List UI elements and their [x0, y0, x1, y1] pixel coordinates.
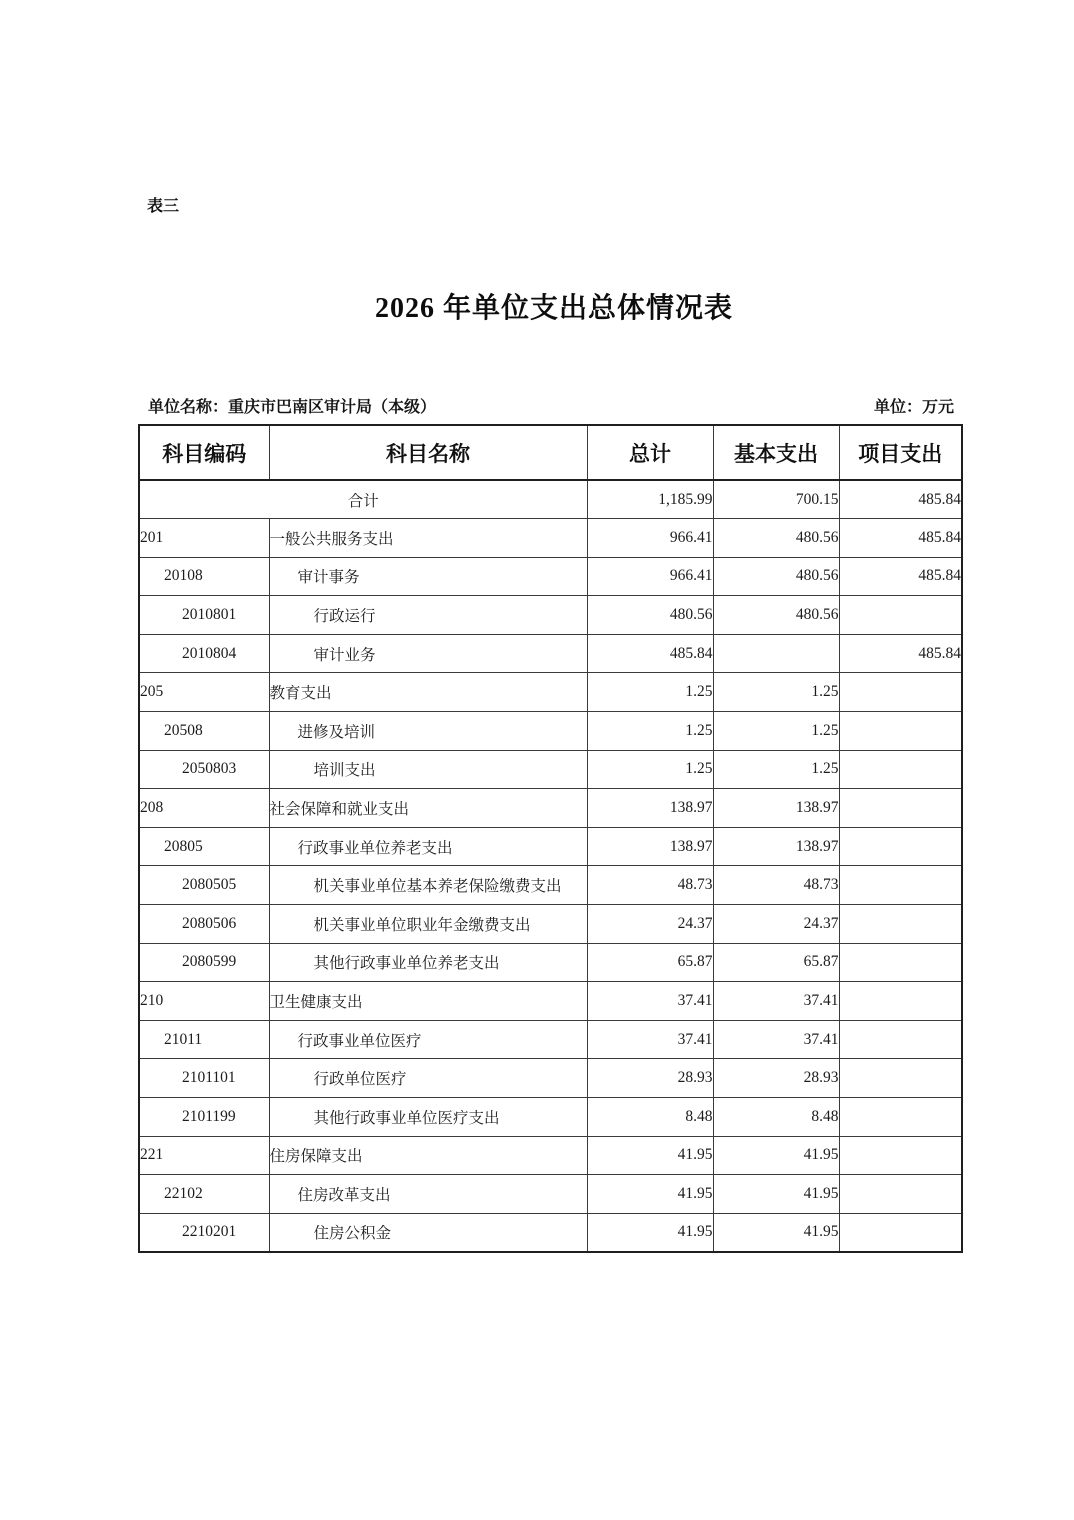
- cell-subject-name: 一般公共服务支出: [269, 519, 587, 558]
- currency-unit-label: 单位：万元: [873, 399, 954, 416]
- table-row: [139, 673, 962, 712]
- cell-total: 28.93: [587, 1059, 713, 1098]
- cell-total: 8.48: [587, 1098, 713, 1137]
- cell-project-expenditure: [839, 673, 962, 712]
- col-header-subject-name: 科目名称: [269, 425, 587, 480]
- cell-project-expenditure: [839, 596, 962, 635]
- cell-subject-name: 机关事业单位基本养老保险缴费支出: [269, 866, 587, 905]
- cell-basic-expenditure: 138.97: [713, 827, 839, 866]
- table-caption-row: [148, 394, 954, 417]
- document-title: 2026 年单位支出总体情况表: [374, 293, 733, 324]
- table-row: [139, 712, 962, 751]
- table-row: [139, 827, 962, 866]
- cell-total: 41.95: [587, 1213, 713, 1252]
- cell-project-expenditure: [839, 905, 962, 944]
- col-header-total: 总计: [587, 425, 713, 480]
- cell-total: 138.97: [587, 789, 713, 828]
- cell-project-expenditure: [839, 1175, 962, 1214]
- cell-total: 966.41: [587, 519, 713, 558]
- cell-subject-name: 行政事业单位医疗: [269, 1020, 587, 1059]
- cell-subject-name: 社会保障和就业支出: [269, 789, 587, 828]
- cell-subject-name: 其他行政事业单位养老支出: [269, 943, 587, 982]
- cell-subject-code: 2080599: [139, 943, 269, 982]
- table-row: [139, 634, 962, 673]
- cell-total: 24.37: [587, 905, 713, 944]
- cell-basic-expenditure: 28.93: [713, 1059, 839, 1098]
- table-row: [139, 943, 962, 982]
- cell-total: 1.25: [587, 750, 713, 789]
- cell-project-expenditure: 485.84: [839, 557, 962, 596]
- cell-project-expenditure: [839, 1098, 962, 1137]
- cell-basic-expenditure: 24.37: [713, 905, 839, 944]
- cell-total: 1.25: [587, 712, 713, 751]
- cell-basic-expenditure: 8.48: [713, 1098, 839, 1137]
- col-header-project-expenditure: 项目支出: [839, 425, 962, 480]
- cell-project-expenditure: [839, 982, 962, 1021]
- cell-basic-expenditure: 37.41: [713, 982, 839, 1021]
- cell-subject-code: 20108: [139, 557, 269, 596]
- cell-basic-expenditure: 480.56: [713, 519, 839, 558]
- cell-subject-code: 2101101: [139, 1059, 269, 1098]
- cell-basic-expenditure: [713, 634, 839, 673]
- table-row: [139, 596, 962, 635]
- cell-total: 485.84: [587, 634, 713, 673]
- cell-project-expenditure: [839, 1020, 962, 1059]
- cell-project-expenditure: 485.84: [839, 519, 962, 558]
- cell-subject-name: 合计: [139, 480, 587, 519]
- cell-total: 48.73: [587, 866, 713, 905]
- cell-subject-name: 行政单位医疗: [269, 1059, 587, 1098]
- table-row: [139, 1175, 962, 1214]
- table-row: [139, 1136, 962, 1175]
- cell-basic-expenditure: 700.15: [713, 480, 839, 519]
- cell-basic-expenditure: 41.95: [713, 1175, 839, 1214]
- table-row: [139, 866, 962, 905]
- cell-total: 480.56: [587, 596, 713, 635]
- col-header-basic-expenditure: 基本支出: [713, 425, 839, 480]
- table-row: [139, 905, 962, 944]
- cell-total: 37.41: [587, 982, 713, 1021]
- cell-subject-name: 住房改革支出: [269, 1175, 587, 1214]
- cell-project-expenditure: 485.84: [839, 634, 962, 673]
- cell-total: 41.95: [587, 1136, 713, 1175]
- cell-subject-name: 教育支出: [269, 673, 587, 712]
- cell-subject-code: 2010801: [139, 596, 269, 635]
- cell-basic-expenditure: 138.97: [713, 789, 839, 828]
- cell-basic-expenditure: 41.95: [713, 1136, 839, 1175]
- cell-project-expenditure: [839, 1213, 962, 1252]
- expenditure-table: [138, 424, 963, 1253]
- cell-total: 65.87: [587, 943, 713, 982]
- table-row: [139, 1059, 962, 1098]
- cell-project-expenditure: [839, 1136, 962, 1175]
- col-header-subject-code: 科目编码: [139, 425, 269, 480]
- cell-subject-code: 221: [139, 1136, 269, 1175]
- cell-subject-code: 2101199: [139, 1098, 269, 1137]
- cell-project-expenditure: [839, 789, 962, 828]
- cell-subject-code: 205: [139, 673, 269, 712]
- cell-subject-name: 卫生健康支出: [269, 982, 587, 1021]
- cell-subject-code: 2080505: [139, 866, 269, 905]
- cell-total: 1.25: [587, 673, 713, 712]
- cell-project-expenditure: [839, 827, 962, 866]
- cell-subject-name: 审计业务: [269, 634, 587, 673]
- cell-basic-expenditure: 480.56: [713, 557, 839, 596]
- table-row: [139, 1213, 962, 1252]
- cell-basic-expenditure: 48.73: [713, 866, 839, 905]
- cell-subject-name: 住房公积金: [269, 1213, 587, 1252]
- cell-subject-code: 20805: [139, 827, 269, 866]
- cell-basic-expenditure: 37.41: [713, 1020, 839, 1059]
- cell-basic-expenditure: 65.87: [713, 943, 839, 982]
- unit-name-label: 单位名称：重庆市巴南区审计局（本级）: [148, 399, 437, 416]
- table-row: [139, 557, 962, 596]
- table-row: [139, 519, 962, 558]
- table-row: [139, 1098, 962, 1137]
- cell-subject-name: 审计事务: [269, 557, 587, 596]
- cell-subject-code: 21011: [139, 1020, 269, 1059]
- cell-total: 41.95: [587, 1175, 713, 1214]
- cell-subject-name: 机关事业单位职业年金缴费支出: [269, 905, 587, 944]
- cell-project-expenditure: [839, 712, 962, 751]
- cell-subject-code: 2050803: [139, 750, 269, 789]
- cell-basic-expenditure: 480.56: [713, 596, 839, 635]
- cell-subject-name: 住房保障支出: [269, 1136, 587, 1175]
- table-row: [139, 982, 962, 1021]
- cell-project-expenditure: 485.84: [839, 480, 962, 519]
- table-header-row: [139, 425, 962, 480]
- cell-subject-name: 培训支出: [269, 750, 587, 789]
- cell-total: 138.97: [587, 827, 713, 866]
- cell-project-expenditure: [839, 943, 962, 982]
- cell-subject-code: 22102: [139, 1175, 269, 1214]
- cell-basic-expenditure: 1.25: [713, 750, 839, 789]
- cell-subject-code: 208: [139, 789, 269, 828]
- table-row: [139, 480, 962, 519]
- cell-subject-name: 其他行政事业单位医疗支出: [269, 1098, 587, 1137]
- cell-subject-code: 2080506: [139, 905, 269, 944]
- cell-total: 37.41: [587, 1020, 713, 1059]
- cell-subject-code: 201: [139, 519, 269, 558]
- cell-subject-name: 进修及培训: [269, 712, 587, 751]
- cell-project-expenditure: [839, 866, 962, 905]
- table-number-label: 表三: [147, 198, 180, 215]
- cell-basic-expenditure: 1.25: [713, 712, 839, 751]
- cell-subject-name: 行政运行: [269, 596, 587, 635]
- table-row: [139, 789, 962, 828]
- cell-project-expenditure: [839, 750, 962, 789]
- cell-project-expenditure: [839, 1059, 962, 1098]
- cell-basic-expenditure: 41.95: [713, 1213, 839, 1252]
- table-body: [139, 480, 962, 1252]
- cell-subject-code: 2210201: [139, 1213, 269, 1252]
- cell-subject-code: 20508: [139, 712, 269, 751]
- cell-total: 1,185.99: [587, 480, 713, 519]
- table-row: [139, 750, 962, 789]
- cell-total: 966.41: [587, 557, 713, 596]
- cell-subject-name: 行政事业单位养老支出: [269, 827, 587, 866]
- table-row: [139, 1020, 962, 1059]
- cell-subject-code: 210: [139, 982, 269, 1021]
- cell-subject-code: 2010804: [139, 634, 269, 673]
- cell-basic-expenditure: 1.25: [713, 673, 839, 712]
